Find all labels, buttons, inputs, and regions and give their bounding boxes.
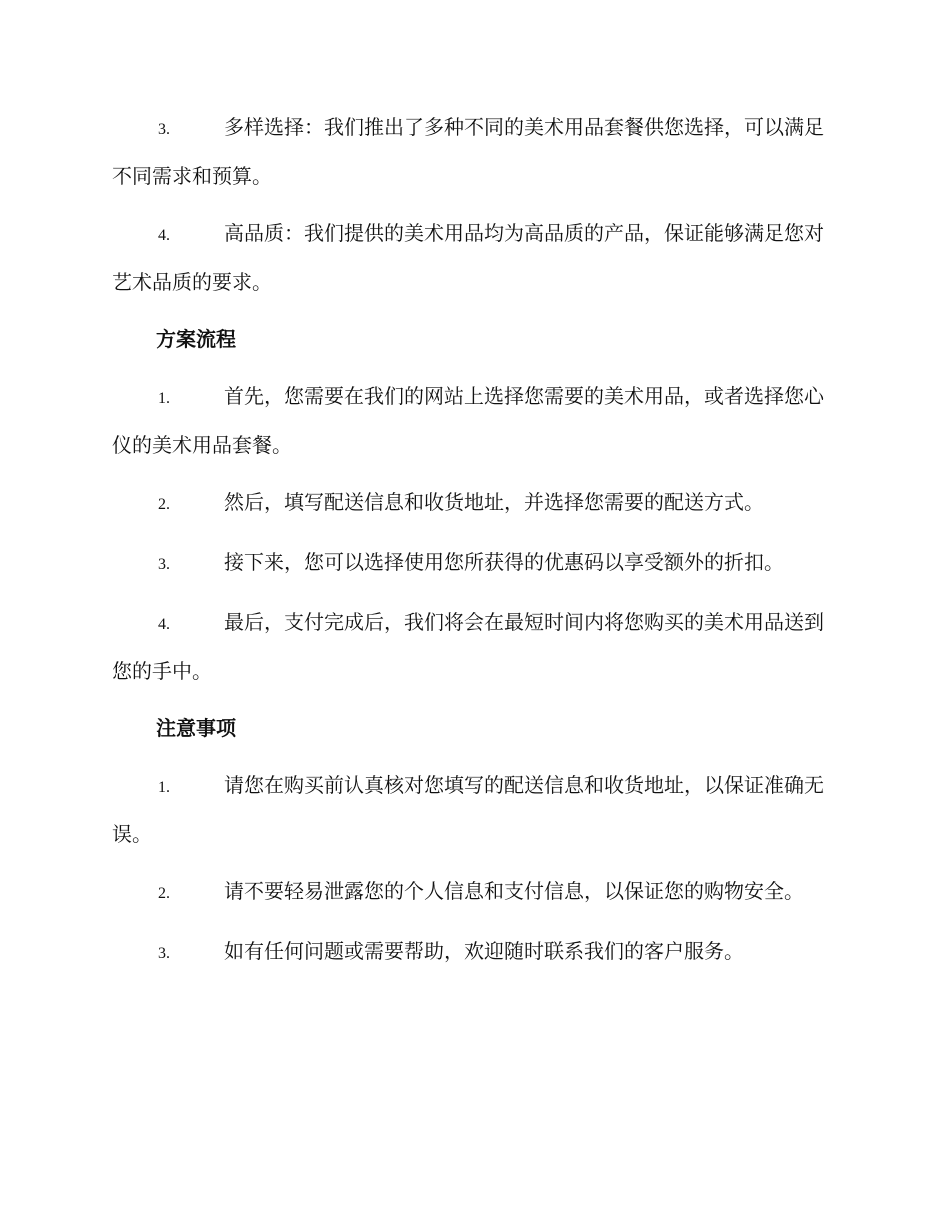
list-text: 接下来，您可以选择使用您所获得的优惠码以享受额外的折扣。 <box>224 550 784 574</box>
list-text: 如有任何问题或需要帮助，欢迎随时联系我们的客户服务。 <box>224 939 744 963</box>
list-text: 多样选择：我们推出了多种不同的美术用品套餐供您选择，可以满足不同需求和预算。 <box>112 115 824 188</box>
list-item <box>112 104 838 199</box>
document-body <box>112 104 838 988</box>
list-text: 请您在购买前认真核对您填写的配送信息和收货地址，以保证准确无误。 <box>112 773 824 846</box>
list-number: 3. <box>158 121 170 138</box>
list-text: 首先，您需要在我们的网站上选择您需要的美术用品，或者选择您心仪的美术用品套餐。 <box>112 384 824 457</box>
list-number: 2. <box>158 496 170 513</box>
list-number: 1. <box>158 779 170 796</box>
list-number: 4. <box>158 616 170 633</box>
list-number: 1. <box>158 390 170 407</box>
list-text: 然后，填写配送信息和收货地址，并选择您需要的配送方式。 <box>224 490 764 514</box>
list-number: 4. <box>158 227 170 244</box>
list-item <box>112 373 838 468</box>
list-text: 高品质：我们提供的美术用品均为高品质的产品，保证能够满足您对艺术品质的要求。 <box>112 221 824 294</box>
list-item <box>112 210 838 305</box>
list-item <box>112 539 838 588</box>
list-item <box>112 868 838 917</box>
section-heading-process: 方案流程 <box>156 327 236 351</box>
list-number: 2. <box>158 885 170 902</box>
list-item <box>112 928 838 977</box>
list-number: 3. <box>158 945 170 962</box>
list-text: 请不要轻易泄露您的个人信息和支付信息，以保证您的购物安全。 <box>224 879 804 903</box>
section-heading-notes: 注意事项 <box>156 716 236 740</box>
list-item <box>112 479 838 528</box>
list-number: 3. <box>158 556 170 573</box>
list-item <box>112 762 838 857</box>
list-item <box>112 599 838 694</box>
list-text: 最后，支付完成后，我们将会在最短时间内将您购买的美术用品送到您的手中。 <box>112 610 824 683</box>
